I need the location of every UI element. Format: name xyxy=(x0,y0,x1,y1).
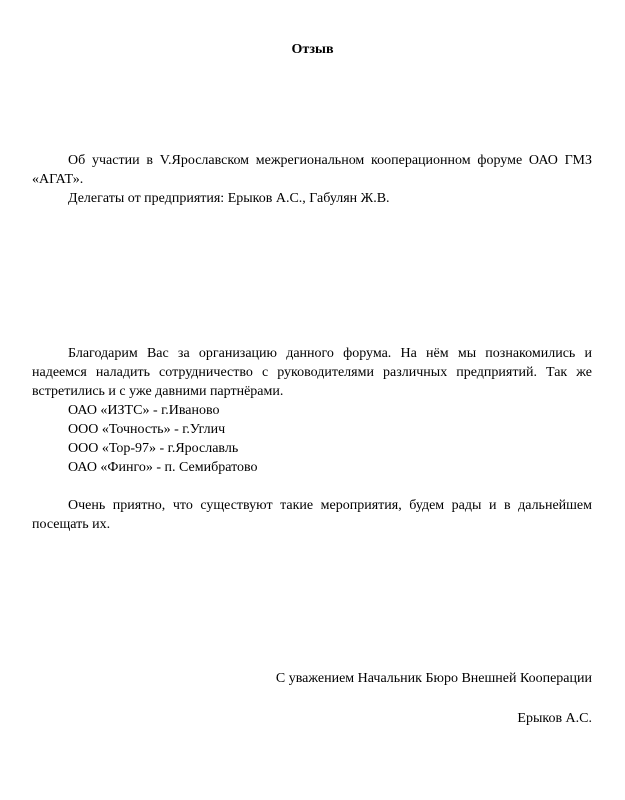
thanks-paragraph: Благодарим Вас за организацию данного форума. На нём мы познакомились и надеемся наладить сотрудничество с руководителями различных предприятий. Так же встретились и с уже давними партнёрами. xyxy=(32,346,592,399)
partner-item: ОАО «Финго» - п. Семибратово xyxy=(68,460,258,475)
partner-item: ООО «Точность» - г.Углич xyxy=(68,422,226,437)
closing-section xyxy=(32,496,592,534)
signature-line: С уважением Начальник Бюро Внешней Кооперации xyxy=(275,671,592,686)
document-title: Отзыв xyxy=(291,42,334,57)
delegates-paragraph: Делегаты от предприятия: Ерыков А.С., Габулян Ж.В. xyxy=(68,191,390,206)
partner-item: ОАО «ИЗТС» - г.Иваново xyxy=(68,403,220,418)
partner-item: ООО «Тор-97» - г.Ярославль xyxy=(68,441,239,456)
intro-paragraph: Об участии в V.Ярославском межрегиональном кооперационном форуме ОАО ГМЗ «АГАТ». xyxy=(32,153,592,187)
thanks-section xyxy=(32,344,592,477)
signer-name: Ерыков А.С. xyxy=(517,711,592,726)
closing-paragraph: Очень приятно, что существуют такие мероприятия, будем рады и в дальнейшем посещать их. xyxy=(32,498,592,532)
intro-section xyxy=(32,151,592,208)
